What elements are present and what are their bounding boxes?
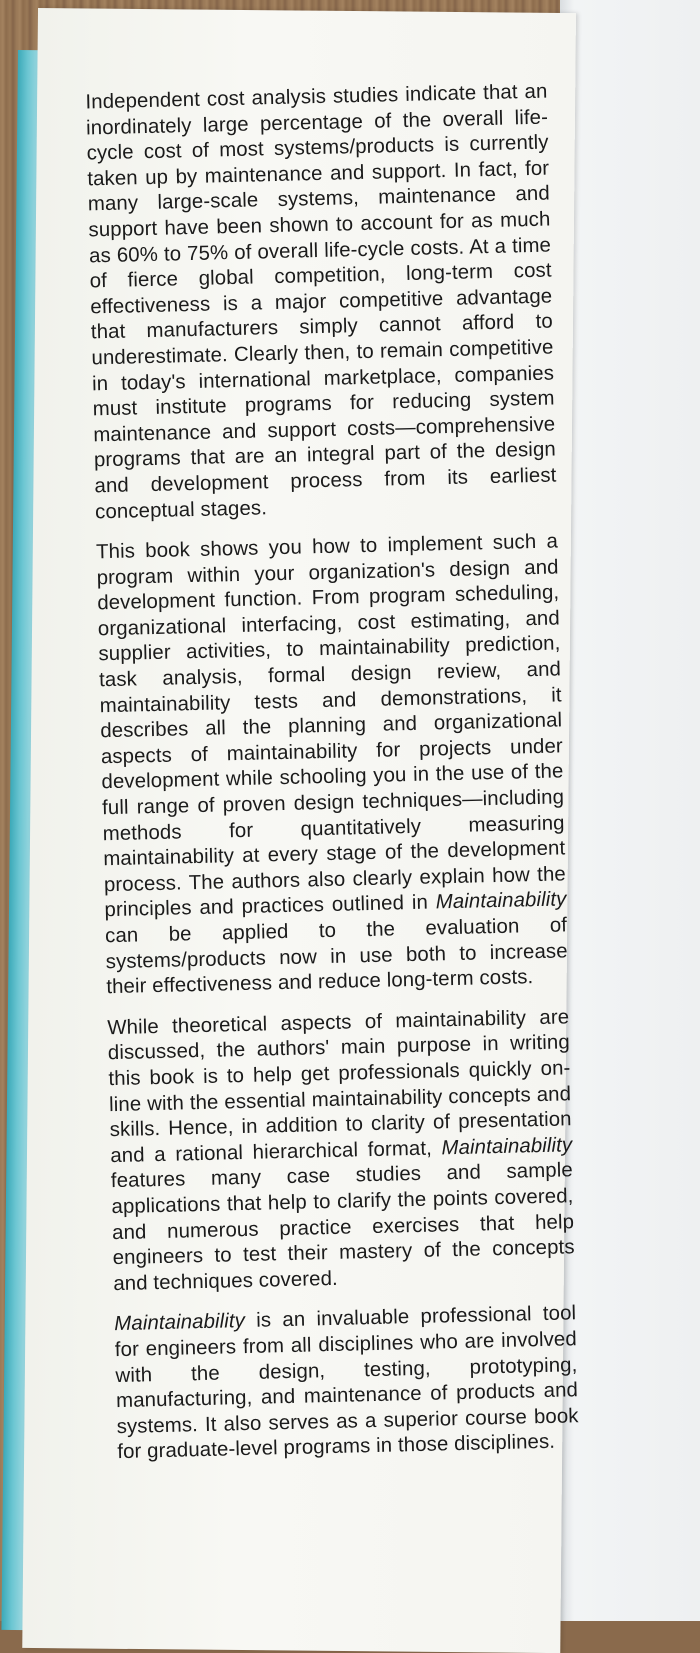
paragraph-3-text-b: features many case studies and sample applications that help to clarify the points covered, and numerous practice exercises that help engineers to test their mastery of the concepts and techniques covered. [110,1159,575,1295]
paragraph-2-text-a: This book shows you how to implement such a program within your organization's design and development function. From program scheduling, organizational interfacing, cost estimating, and supplier activities, to maintainability prediction, task analysis, formal design review, and maintainability tests and demonstrations, it describes all the planning and organizational aspects of maintainability for projects under development while schooling you in the use of the full range of proven design techniques—including methods for quantitatively measuring maintainability at every stage of the development process. The authors also clearly explain how the principles and practices outlined in [95,530,567,922]
paragraph-2-text-b: can be applied to the evaluation of systems/products now in use both to increase their effectiveness and reduce long-term costs. [104,914,568,999]
paragraph-4 [114,1302,579,1466]
paragraph-3 [107,1005,576,1297]
paragraph-1 [85,80,557,526]
book-title-italic: Maintainability [435,888,567,914]
paragraph-4-text: is an invaluable professional tool for engineers from all disciplines who are involved with the design, testing, prototyping, manufacturing, and maintenance of products and systems. It also serves as a superior course book for graduate-level programs in those disciplines. [114,1302,579,1464]
paragraph-2 [96,530,569,1001]
book-title-italic: Maintainability [441,1134,573,1160]
paragraph-3-text-a: While theoretical aspects of maintainability are discussed, the authors' main purpose in writing this book is to help get professionals quickly on-line with the essential maintainability concepts and skills. Hence, in addition to clarity of presentation and a rational hierarchical format, [107,1006,572,1167]
book-jacket-flap [22,8,579,1653]
book-title-italic: Maintainability [114,1310,246,1336]
book-back-page [560,0,700,1621]
flap-text [85,80,579,1466]
paragraph-1-text: Independent cost analysis studies indicate that an inordinately large percentage of the overall life-cycle cost of most systems/products is currently taken up by maintenance and support. In fact, for many large-scale systems, maintenance and support have been shown to account for as much as 60% to 75% of overall life-cycle costs. At a time of fierce global competition, long-term cost effectiveness is a major competitive advantage that manufacturers simply cannot afford to underestimate. Clearly then, to remain competitive in today's international marketplace, companies must institute programs for reducing system maintenance and support costs—comprehensive programs that are an integral part of the design and development process from its earliest conceptual stages. [85,80,557,523]
